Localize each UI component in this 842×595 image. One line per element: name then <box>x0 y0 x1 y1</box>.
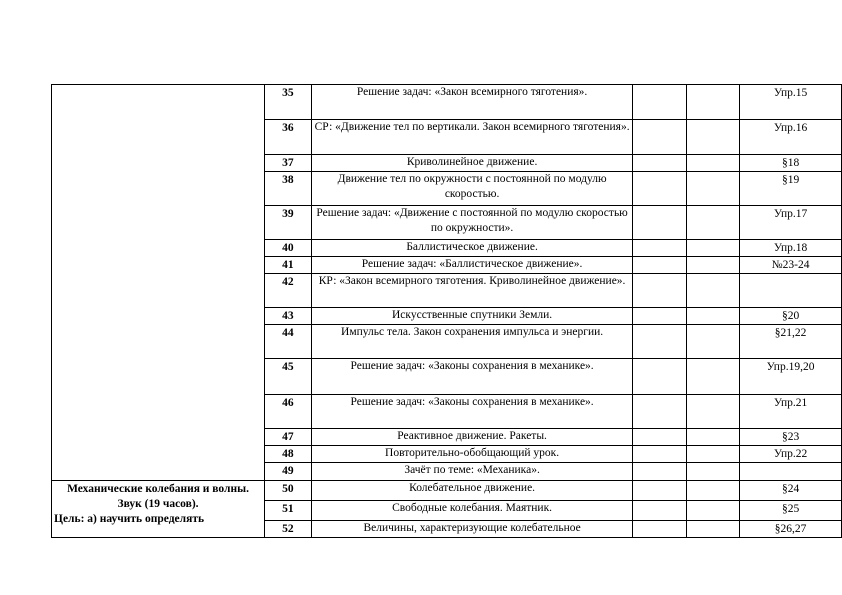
lesson-number: 40 <box>265 240 312 257</box>
homework-ref: Упр.22 <box>740 446 842 463</box>
empty-cell <box>633 446 687 463</box>
lesson-number: 41 <box>265 257 312 274</box>
homework-ref: Упр.15 <box>740 85 842 120</box>
lesson-topic: Криволинейное движение. <box>311 155 633 172</box>
section-goal: Цель: а) научить определять <box>54 513 205 525</box>
section-cell-empty <box>52 85 265 481</box>
homework-ref <box>740 463 842 481</box>
empty-cell <box>687 155 740 172</box>
table-row <box>52 481 842 501</box>
lesson-topic: Повторительно-обобщающий урок. <box>311 446 633 463</box>
lesson-number: 37 <box>265 155 312 172</box>
empty-cell <box>687 257 740 274</box>
homework-ref: §21,22 <box>740 325 842 359</box>
lesson-topic: КР: «Закон всемирного тяготения. Криволинейное движение». <box>311 274 633 308</box>
lesson-topic: Искусственные спутники Земли. <box>311 308 633 325</box>
lesson-number: 39 <box>265 206 312 240</box>
empty-cell <box>687 240 740 257</box>
empty-cell <box>633 463 687 481</box>
lesson-topic: Величины, характеризующие колебательное <box>311 521 633 538</box>
homework-ref: §26,27 <box>740 521 842 538</box>
lesson-number: 43 <box>265 308 312 325</box>
lesson-topic: Колебательное движение. <box>311 481 633 501</box>
lesson-topic: Движение тел по окружности с постоянной по модулю скоростью. <box>311 172 633 206</box>
empty-cell <box>633 521 687 538</box>
lesson-number: 51 <box>265 501 312 521</box>
homework-ref: §20 <box>740 308 842 325</box>
empty-cell <box>687 395 740 429</box>
empty-cell <box>633 481 687 501</box>
homework-ref: Упр.16 <box>740 120 842 155</box>
empty-cell <box>687 429 740 446</box>
empty-cell <box>687 446 740 463</box>
homework-ref: §19 <box>740 172 842 206</box>
lesson-plan-body <box>52 85 842 538</box>
lesson-number: 42 <box>265 274 312 308</box>
empty-cell <box>633 155 687 172</box>
homework-ref: №23-24 <box>740 257 842 274</box>
lesson-topic: Реактивное движение. Ракеты. <box>311 429 633 446</box>
empty-cell <box>633 429 687 446</box>
homework-ref: Упр.18 <box>740 240 842 257</box>
empty-cell <box>687 85 740 120</box>
lesson-topic: СР: «Движение тел по вертикали. Закон всемирного тяготения». <box>311 120 633 155</box>
lesson-number: 36 <box>265 120 312 155</box>
lesson-topic: Зачёт по теме: «Механика». <box>311 463 633 481</box>
section-cell <box>52 481 265 538</box>
empty-cell <box>633 257 687 274</box>
empty-cell <box>633 308 687 325</box>
table-row <box>52 85 842 120</box>
homework-ref <box>740 274 842 308</box>
empty-cell <box>633 85 687 120</box>
lesson-number: 47 <box>265 429 312 446</box>
lesson-number: 44 <box>265 325 312 359</box>
lesson-topic: Решение задач: «Законы сохранения в механике». <box>311 359 633 395</box>
lesson-number: 46 <box>265 395 312 429</box>
lesson-topic: Импульс тела. Закон сохранения импульса и энергии. <box>311 325 633 359</box>
lesson-plan-table <box>51 84 842 538</box>
empty-cell <box>633 325 687 359</box>
lesson-topic: Решение задач: «Движение с постоянной по модулю скоростью по окружности». <box>311 206 633 240</box>
homework-ref: §18 <box>740 155 842 172</box>
lesson-topic: Свободные колебания. Маятник. <box>311 501 633 521</box>
lesson-number: 45 <box>265 359 312 395</box>
empty-cell <box>633 206 687 240</box>
section-title: Механические колебания и волны. Звук (19 часов). <box>67 483 249 510</box>
empty-cell <box>687 325 740 359</box>
lesson-number: 52 <box>265 521 312 538</box>
homework-ref: §25 <box>740 501 842 521</box>
lesson-number: 50 <box>265 481 312 501</box>
empty-cell <box>633 240 687 257</box>
homework-ref: §23 <box>740 429 842 446</box>
empty-cell <box>687 359 740 395</box>
lesson-topic: Решение задач: «Закон всемирного тяготения». <box>311 85 633 120</box>
empty-cell <box>687 501 740 521</box>
empty-cell <box>633 359 687 395</box>
empty-cell <box>633 395 687 429</box>
empty-cell <box>633 120 687 155</box>
lesson-number: 35 <box>265 85 312 120</box>
empty-cell <box>687 206 740 240</box>
lesson-number: 49 <box>265 463 312 481</box>
lesson-number: 48 <box>265 446 312 463</box>
empty-cell <box>687 463 740 481</box>
empty-cell <box>633 274 687 308</box>
lesson-topic: Решение задач: «Законы сохранения в механике». <box>311 395 633 429</box>
lesson-topic: Решение задач: «Баллистическое движение». <box>311 257 633 274</box>
empty-cell <box>687 274 740 308</box>
empty-cell <box>687 308 740 325</box>
homework-ref: §24 <box>740 481 842 501</box>
empty-cell <box>687 481 740 501</box>
empty-cell <box>687 521 740 538</box>
homework-ref: Упр.19,20 <box>740 359 842 395</box>
empty-cell <box>633 501 687 521</box>
empty-cell <box>687 120 740 155</box>
lesson-topic: Баллистическое движение. <box>311 240 633 257</box>
empty-cell <box>687 172 740 206</box>
lesson-number: 38 <box>265 172 312 206</box>
homework-ref: Упр.21 <box>740 395 842 429</box>
empty-cell <box>633 172 687 206</box>
homework-ref: Упр.17 <box>740 206 842 240</box>
